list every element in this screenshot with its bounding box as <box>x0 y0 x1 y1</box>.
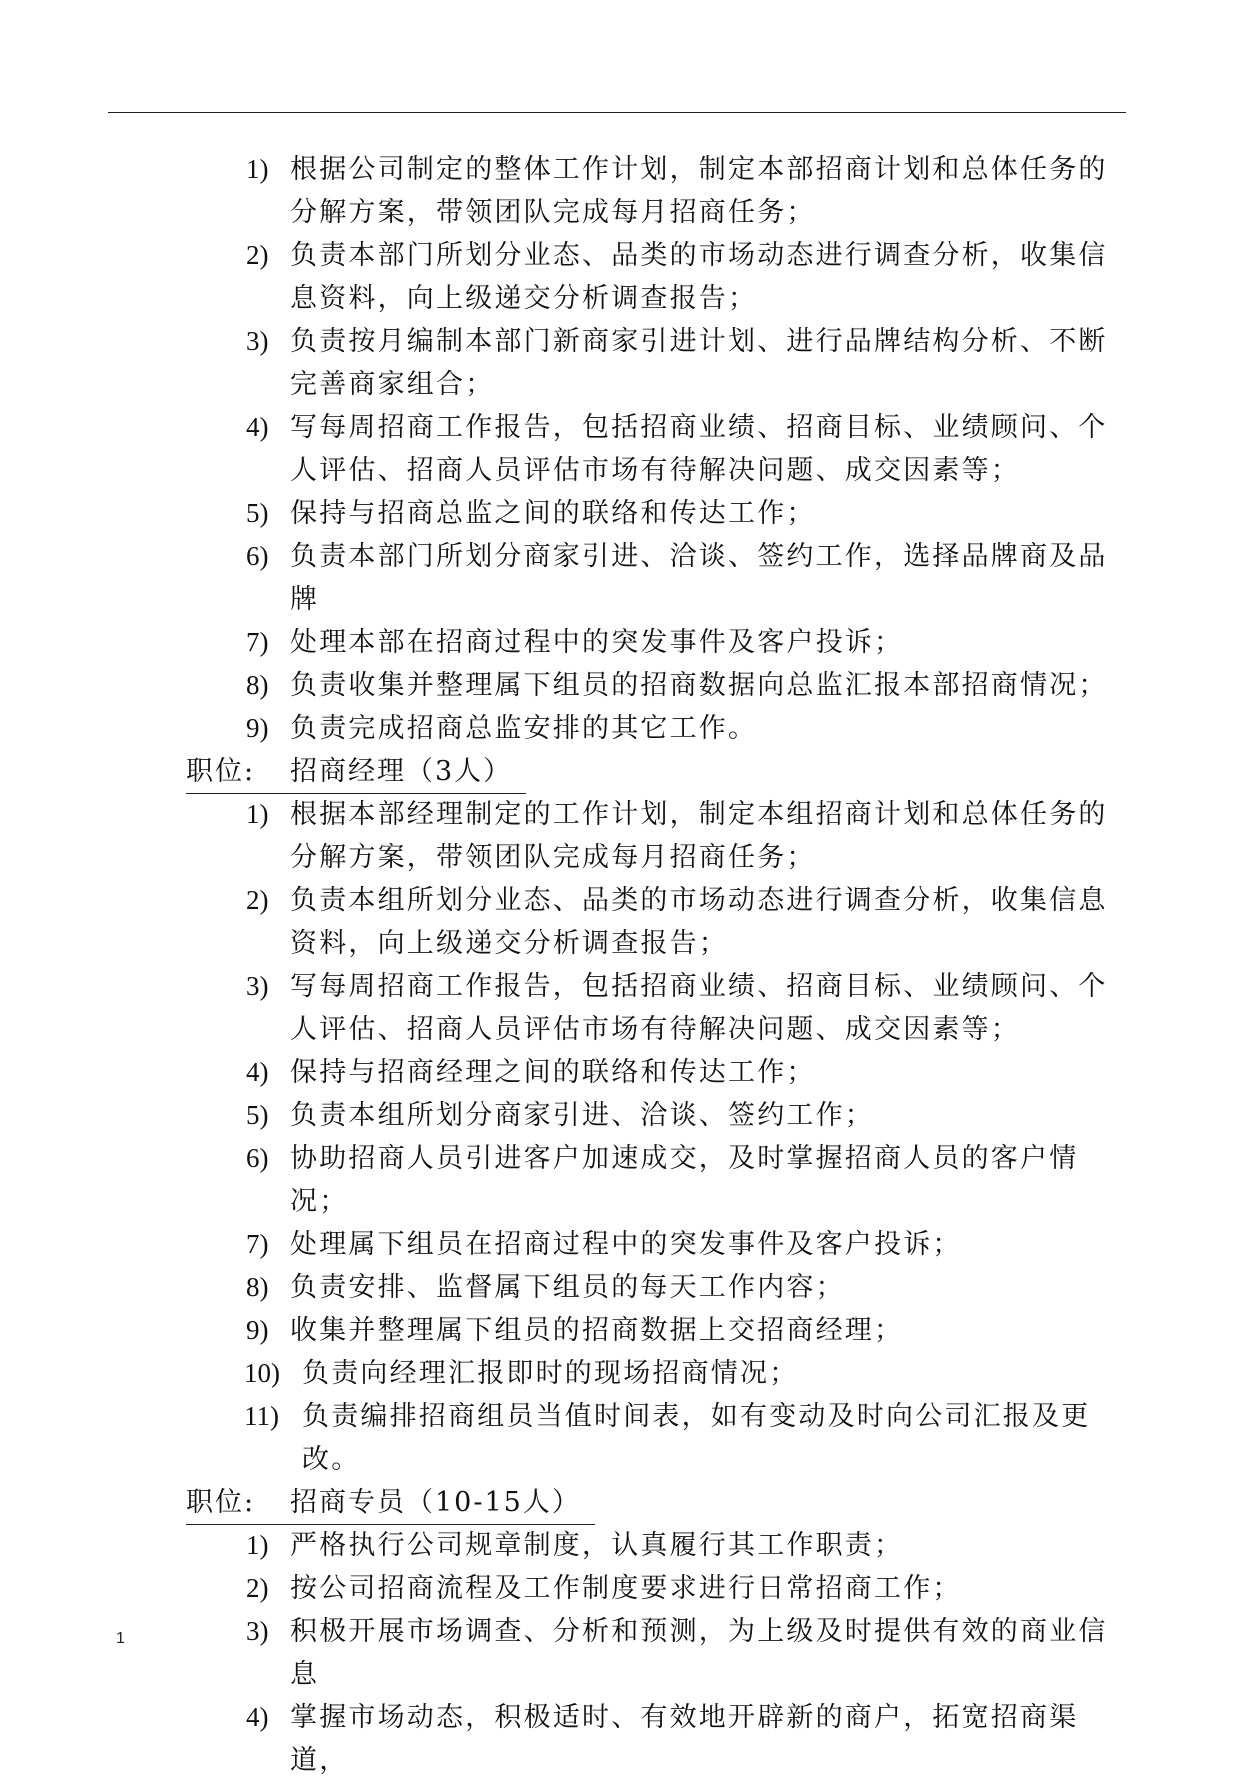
list-item: 3) 写每周招商工作报告，包括招商业绩、招商目标、业绩顾问、个人评估、招商人员评估市场有待解决问题、成交因素等； <box>246 971 1108 1045</box>
section-heading-row <box>0 750 1241 793</box>
list-item: 1) 严格执行公司规章制度，认真履行其工作职责； <box>246 1530 904 1561</box>
list-item: 1) 根据本部经理制定的工作计划，制定本组招商计划和总体任务的分解方案，带领团队完成每月招商任务； <box>246 799 1108 873</box>
list-item: 6) 负责本部门所划分商家引进、洽谈、签约工作，选择品牌商及品牌 <box>246 541 1108 615</box>
duty-list-3 <box>0 1524 1241 1782</box>
list-item-text: 负责安排、监督属下组员的每天工作内容； <box>290 1272 845 1303</box>
list-item-text: 处理本部在招商过程中的突发事件及客户投诉； <box>290 627 904 658</box>
list-item-text: 负责收集并整理属下组员的招商数据向总监汇报本部招商情况； <box>290 670 1108 701</box>
section-title: 招商专员（10-15人） <box>290 1487 581 1518</box>
header-rule <box>108 112 1126 113</box>
list-item: 1) 根据公司制定的整体工作计划，制定本部招商计划和总体任务的分解方案，带领团队完成每月招商任务； <box>246 154 1108 228</box>
list-item: 5) 保持与招商总监之间的联络和传达工作； <box>246 498 816 529</box>
list-item-text: 掌握市场动态，积极适时、有效地开辟新的商户，拓宽招商渠道， <box>290 1702 1079 1776</box>
list-item: 2) 负责本部门所划分业态、品类的市场动态进行调查分析，收集信息资料，向上级递交分析调查报告； <box>246 240 1108 314</box>
list-item: 8) 负责收集并整理属下组员的招商数据向总监汇报本部招商情况； <box>246 670 1108 701</box>
list-item-text: 收集并整理属下组员的招商数据上交招商经理； <box>290 1315 904 1346</box>
list-item-text: 负责本组所划分商家引进、洽谈、签约工作； <box>290 1100 874 1131</box>
list-item-text: 负责本部门所划分商家引进、洽谈、签约工作，选择品牌商及品牌 <box>290 541 1108 615</box>
section-heading-manager <box>186 750 526 794</box>
list-item-text: 积极开展市场调查、分析和预测，为上级及时提供有效的商业信息 <box>290 1616 1108 1690</box>
list-item: 11) 负责编排招商组员当值时间表，如有变动及时向公司汇报及更改。 <box>244 1401 1091 1475</box>
section-label: 职位: <box>186 756 256 787</box>
list-item-text: 负责编排招商组员当值时间表，如有变动及时向公司汇报及更改。 <box>302 1401 1091 1475</box>
list-item: 9) 负责完成招商总监安排的其它工作。 <box>246 713 758 744</box>
section-label: 职位: <box>186 1487 256 1518</box>
list-item: 4) 掌握市场动态，积极适时、有效地开辟新的商户，拓宽招商渠道， <box>246 1702 1079 1776</box>
list-item: 10) 负责向经理汇报即时的现场招商情况； <box>244 1358 799 1389</box>
duty-list-2 <box>0 793 1241 1481</box>
list-item: 3) 积极开展市场调查、分析和预测，为上级及时提供有效的商业信息 <box>246 1616 1108 1690</box>
list-item: 2) 负责本组所划分业态、品类的市场动态进行调查分析，收集信息资料，向上级递交分析调查报告； <box>246 885 1108 959</box>
list-item: 9) 收集并整理属下组员的招商数据上交招商经理； <box>246 1315 904 1346</box>
list-item-text: 根据公司制定的整体工作计划，制定本部招商计划和总体任务的分解方案，带领团队完成每月招商任务； <box>290 154 1108 228</box>
list-item-text: 负责本组所划分业态、品类的市场动态进行调查分析，收集信息资料，向上级递交分析调查报告； <box>290 885 1108 959</box>
list-item-text: 根据本部经理制定的工作计划，制定本组招商计划和总体任务的分解方案，带领团队完成每月招商任务； <box>290 799 1108 873</box>
list-item: 6) 协助招商人员引进客户加速成交，及时掌握招商人员的客户情况； <box>246 1143 1079 1217</box>
list-item-text: 负责向经理汇报即时的现场招商情况； <box>302 1358 799 1389</box>
list-item-text: 负责按月编制本部门新商家引进计划、进行品牌结构分析、不断完善商家组合； <box>290 326 1108 400</box>
list-item-text: 负责完成招商总监安排的其它工作。 <box>290 713 758 744</box>
section-heading-specialist <box>186 1481 595 1525</box>
list-item-text: 负责本部门所划分业态、品类的市场动态进行调查分析，收集信息资料，向上级递交分析调查报告； <box>290 240 1108 314</box>
list-item: 3) 负责按月编制本部门新商家引进计划、进行品牌结构分析、不断完善商家组合； <box>246 326 1108 400</box>
list-item-text: 按公司招商流程及工作制度要求进行日常招商工作； <box>290 1573 962 1604</box>
section-title: 招商经理（3人） <box>290 756 513 787</box>
list-item-text: 处理属下组员在招商过程中的突发事件及客户投诉； <box>290 1229 962 1260</box>
list-item: 7) 处理本部在招商过程中的突发事件及客户投诉； <box>246 627 904 658</box>
list-item: 4) 保持与招商经理之间的联络和传达工作； <box>246 1057 816 1088</box>
duty-list-1 <box>0 148 1241 750</box>
list-item-text: 写每周招商工作报告，包括招商业绩、招商目标、业绩顾问、个人评估、招商人员评估市场有待解决问题、成交因素等； <box>290 412 1108 486</box>
list-item: 5) 负责本组所划分商家引进、洽谈、签约工作； <box>246 1100 874 1131</box>
list-item: 2) 按公司招商流程及工作制度要求进行日常招商工作； <box>246 1573 962 1604</box>
list-item-text: 保持与招商总监之间的联络和传达工作； <box>290 498 816 529</box>
list-item: 8) 负责安排、监督属下组员的每天工作内容； <box>246 1272 845 1303</box>
list-item: 4) 写每周招商工作报告，包括招商业绩、招商目标、业绩顾问、个人评估、招商人员评估市场有待解决问题、成交因素等； <box>246 412 1108 486</box>
section-heading-row <box>0 1481 1241 1524</box>
list-item-text: 写每周招商工作报告，包括招商业绩、招商目标、业绩顾问、个人评估、招商人员评估市场有待解决问题、成交因素等； <box>290 971 1108 1045</box>
list-item-text: 严格执行公司规章制度，认真履行其工作职责； <box>290 1530 904 1561</box>
document-body <box>0 148 1241 1782</box>
page-number: 1 <box>116 1630 125 1647</box>
list-item: 7) 处理属下组员在招商过程中的突发事件及客户投诉； <box>246 1229 962 1260</box>
list-item-text: 协助招商人员引进客户加速成交，及时掌握招商人员的客户情况； <box>290 1143 1079 1217</box>
list-item-text: 保持与招商经理之间的联络和传达工作； <box>290 1057 816 1088</box>
